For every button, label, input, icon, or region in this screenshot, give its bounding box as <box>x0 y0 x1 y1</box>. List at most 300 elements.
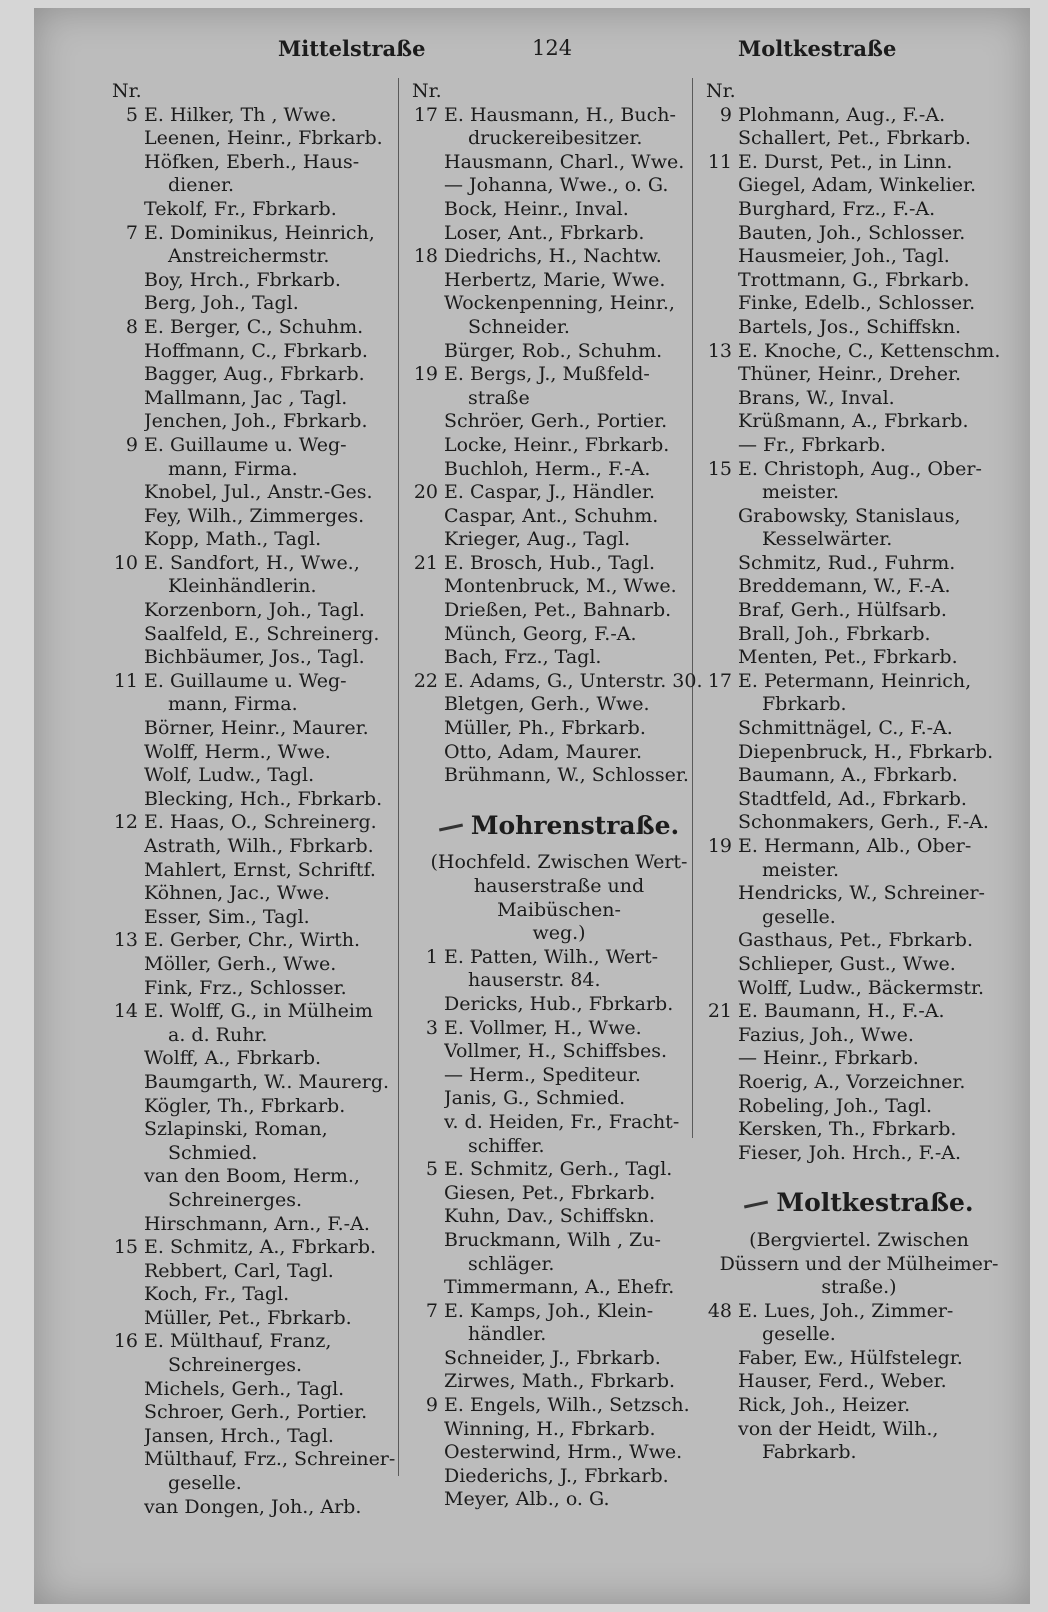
resident-text: Kleinhändlerin. <box>168 575 317 598</box>
house-number: 3 <box>425 1016 438 1039</box>
directory-entry <box>106 1000 424 1024</box>
house-number <box>700 505 738 529</box>
directory-entry <box>106 646 424 670</box>
resident-text: Oesterwind, Hrm., Wwe. <box>444 1441 683 1464</box>
house-number <box>406 1205 444 1229</box>
resident-text: Burghard, Frz., F.-A. <box>738 197 936 220</box>
house-number <box>700 882 738 906</box>
directory-entry <box>106 1165 424 1189</box>
resident-text: Rick, Joh., Heizer. <box>738 1394 911 1417</box>
note-line: hauserstraße und Maibüschen- <box>473 875 645 921</box>
directory-entry <box>106 245 424 269</box>
house-number <box>406 1229 444 1253</box>
directory-entry <box>106 764 424 788</box>
house-number <box>700 245 738 269</box>
directory-entry <box>106 552 424 576</box>
resident-text: Schreinerges. <box>168 1188 303 1211</box>
resident-text: Trottmann, G., Fbrkarb. <box>738 268 970 291</box>
resident-text: Hoffmann, C., Fbrkarb. <box>144 339 368 362</box>
resident-text: Baumgarth, W.. Maurerg. <box>144 1070 390 1093</box>
directory-entry <box>406 1370 712 1394</box>
resident-text: E. Christoph, Aug., Ober- <box>738 457 982 480</box>
directory-entry <box>700 1118 1018 1142</box>
house-number <box>700 646 738 670</box>
directory-entry <box>700 929 1018 953</box>
directory-entry <box>406 1276 712 1300</box>
directory-entry <box>406 481 712 505</box>
resident-text: Giegel, Adam, Winkelier. <box>738 174 977 197</box>
directory-entry <box>700 505 1018 529</box>
house-number: 12 <box>113 811 138 834</box>
directory-entry <box>700 623 1018 647</box>
house-number <box>700 788 738 812</box>
resident-text: E. Knoche, C., Kettenschm. <box>738 339 1001 362</box>
resident-text: Roerig, A., Vorzeichner. <box>738 1070 966 1093</box>
resident-text: Szlapinski, Roman, <box>144 1118 328 1141</box>
directory-entry <box>106 1496 424 1520</box>
entry-list <box>700 104 1018 1166</box>
directory-entry <box>700 1370 1018 1394</box>
directory-entry <box>406 222 712 246</box>
directory-entry <box>106 1425 424 1449</box>
directory-entry <box>406 1300 712 1324</box>
house-number <box>406 292 444 316</box>
resident-text: Schmitz, Rud., Fuhrm. <box>738 551 956 574</box>
directory-entry <box>106 104 424 128</box>
house-number <box>406 316 444 340</box>
resident-text: Wockenpenning, Heinr., <box>444 292 675 315</box>
house-number <box>406 741 444 765</box>
directory-entry <box>106 1213 424 1237</box>
directory-entry <box>406 528 712 552</box>
resident-text: E. Berger, C., Schuhm. <box>144 315 364 338</box>
resident-text: Müller, Pet., Fbrkarb. <box>144 1306 352 1329</box>
resident-text: E. Schmitz, Gerh., Tagl. <box>444 1158 673 1181</box>
house-number <box>700 552 738 576</box>
directory-entry <box>106 151 424 175</box>
directory-entry <box>700 1347 1018 1371</box>
directory-entry <box>406 1064 712 1088</box>
resident-text: Janis, G., Schmied. <box>444 1087 626 1110</box>
resident-text: Saalfeld, E., Schreinerg. <box>144 622 380 645</box>
directory-entry <box>700 693 1018 717</box>
resident-text: Meyer, Alb., o. G. <box>444 1488 610 1511</box>
directory-entry <box>700 174 1018 198</box>
resident-text: Hausmeier, Joh., Tagl. <box>738 245 950 268</box>
directory-entry <box>406 969 712 993</box>
resident-text: Schroer, Gerh., Portier. <box>144 1401 368 1424</box>
directory-entry <box>106 1472 424 1496</box>
directory-entry <box>700 1071 1018 1095</box>
house-number <box>700 198 738 222</box>
house-number <box>106 1378 144 1402</box>
resident-text: Robeling, Joh., Tagl. <box>738 1094 932 1117</box>
resident-text: E. Guillaume u. Weg- <box>144 433 347 456</box>
house-number <box>700 811 738 835</box>
directory-entry <box>106 269 424 293</box>
directory-entry <box>700 1323 1018 1347</box>
house-number <box>106 127 144 151</box>
directory-entry <box>700 1300 1018 1324</box>
resident-text: Bach, Frz., Tagl. <box>444 646 602 669</box>
directory-entry <box>106 174 424 198</box>
directory-entry <box>106 410 424 434</box>
resident-text: Bletgen, Gerh., Wwe. <box>444 693 650 716</box>
directory-entry <box>700 906 1018 930</box>
directory-entry <box>406 717 712 741</box>
section-note <box>700 1229 1018 1300</box>
house-number <box>700 1095 738 1119</box>
resident-text: Hausmann, Charl., Wwe. <box>444 150 685 173</box>
resident-text: druckereibesitzer. <box>468 127 643 150</box>
directory-entry <box>700 387 1018 411</box>
resident-text: Montenbruck, M., Wwe. <box>444 575 677 598</box>
section-dash <box>439 823 463 831</box>
directory-entry <box>700 835 1018 859</box>
resident-text: E. Adams, G., Unterstr. 30. <box>444 669 703 692</box>
resident-text: Kopp, Math., Tagl. <box>144 528 322 551</box>
column-3 <box>700 80 1018 1465</box>
directory-entry <box>700 104 1018 128</box>
resident-text: Diepenbruck, H., Fbrkarb. <box>738 740 994 763</box>
directory-entry <box>406 104 712 128</box>
directory-entry <box>106 481 424 505</box>
directory-entry <box>700 127 1018 151</box>
resident-text: Zirwes, Math., Fbrkarb. <box>444 1370 676 1393</box>
resident-text: Faber, Ew., Hülfstelegr. <box>738 1346 963 1369</box>
directory-entry <box>406 1158 712 1182</box>
resident-text: Tekolf, Fr., Fbrkarb. <box>144 197 337 220</box>
house-number <box>406 1087 444 1111</box>
house-number <box>106 1213 144 1237</box>
resident-text: Höfken, Eberh., Haus- <box>144 150 360 173</box>
directory-entry <box>406 1418 712 1442</box>
house-number: 11 <box>707 150 732 173</box>
house-number: 1 <box>425 945 438 968</box>
house-number <box>700 292 738 316</box>
house-number <box>406 127 444 151</box>
directory-entry <box>106 1118 424 1142</box>
house-number <box>106 505 144 529</box>
resident-text: Hauser, Ferd., Weber. <box>738 1370 947 1393</box>
house-number: 5 <box>125 103 138 126</box>
note-line: (Bergviertel. Zwischen <box>749 1228 969 1251</box>
house-number <box>406 528 444 552</box>
house-number <box>406 1441 444 1465</box>
resident-text: Astrath, Wilh., Fbrkarb. <box>144 835 374 857</box>
resident-text: a. d. Ruhr. <box>168 1023 268 1046</box>
house-number <box>106 458 144 482</box>
house-number <box>106 481 144 505</box>
house-number <box>406 575 444 599</box>
house-number <box>106 1496 144 1520</box>
house-number <box>106 764 144 788</box>
directory-entry <box>406 646 712 670</box>
directory-entry <box>700 481 1018 505</box>
resident-text: Schmittnägel, C., F.-A. <box>738 717 953 740</box>
note-line: straße.) <box>821 1276 897 1299</box>
resident-text: Fazius, Joh., Wwe. <box>738 1023 914 1046</box>
directory-entry <box>406 1205 712 1229</box>
directory-entry <box>406 693 712 717</box>
directory-entry <box>700 528 1018 552</box>
directory-entry <box>106 882 424 906</box>
resident-text: Kersken, Th., Fbrkarb. <box>738 1118 957 1141</box>
resident-text: Fieser, Joh. Hrch., F.-A. <box>738 1141 962 1164</box>
column-2 <box>406 80 712 1512</box>
resident-text: E. Baumann, H., F.-A. <box>738 1000 945 1023</box>
directory-entry <box>406 1040 712 1064</box>
house-number: 15 <box>113 1236 138 1259</box>
section-title-mohrenstrasse <box>406 810 712 840</box>
house-number <box>406 1182 444 1206</box>
house-number: 21 <box>413 551 438 574</box>
resident-text: Kesselwärter. <box>762 528 893 551</box>
entry-list <box>106 104 424 1520</box>
house-number <box>700 1323 738 1347</box>
directory-entry <box>700 1142 1018 1166</box>
resident-text: Drießen, Pet., Bahnarb. <box>444 599 672 622</box>
house-number <box>700 1370 738 1394</box>
resident-text: Fabrkarb. <box>762 1441 857 1464</box>
page-number: 124 <box>532 36 573 60</box>
house-number <box>406 198 444 222</box>
resident-text: van den Boom, Herm., <box>144 1165 360 1188</box>
resident-text: E. Petermann, Heinrich, <box>738 669 972 692</box>
directory-entry <box>106 788 424 812</box>
resident-text: Boy, Hrch., Fbrkarb. <box>144 268 341 291</box>
directory-entry <box>106 387 424 411</box>
directory-entry <box>406 174 712 198</box>
house-number <box>106 174 144 198</box>
house-number <box>106 788 144 812</box>
directory-entry <box>700 764 1018 788</box>
house-number <box>700 528 738 552</box>
directory-entry <box>700 646 1018 670</box>
resident-text: Anstreichermstr. <box>168 245 330 268</box>
house-number: 7 <box>425 1299 438 1322</box>
resident-text: Leenen, Heinr., Fbrkarb. <box>144 127 383 150</box>
house-number <box>700 599 738 623</box>
house-number <box>406 174 444 198</box>
directory-page <box>34 8 1030 1604</box>
house-number <box>700 316 738 340</box>
directory-entry <box>106 717 424 741</box>
directory-entry <box>700 151 1018 175</box>
directory-entry <box>406 1253 712 1277</box>
directory-entry <box>106 835 424 859</box>
column-1 <box>106 80 424 1519</box>
resident-text: Fink, Frz., Schlosser. <box>144 976 347 999</box>
directory-entry <box>106 458 424 482</box>
directory-entry <box>406 363 712 387</box>
directory-entry <box>406 1441 712 1465</box>
resident-text: E. Caspar, J., Händler. <box>444 481 656 504</box>
directory-entry <box>106 340 424 364</box>
directory-entry <box>700 1095 1018 1119</box>
directory-entry <box>106 1448 424 1472</box>
house-number: 5 <box>425 1158 438 1181</box>
directory-entry <box>700 882 1018 906</box>
house-number <box>106 1071 144 1095</box>
resident-text: geselle. <box>168 1472 242 1495</box>
house-number <box>406 1370 444 1394</box>
house-number <box>406 623 444 647</box>
house-number: 9 <box>719 103 732 126</box>
directory-entry <box>106 906 424 930</box>
directory-entry <box>406 458 712 482</box>
house-number: 18 <box>413 245 438 268</box>
resident-text: Herbertz, Marie, Wwe. <box>444 268 666 291</box>
house-number <box>106 882 144 906</box>
directory-entry <box>106 1071 424 1095</box>
directory-entry <box>700 292 1018 316</box>
resident-text: Bock, Heinr., Inval. <box>444 197 629 220</box>
resident-text: Möller, Gerh., Wwe. <box>144 952 337 975</box>
resident-text: Buchloh, Herm., F.-A. <box>444 457 651 480</box>
directory-entry <box>406 1323 712 1347</box>
house-number <box>106 292 144 316</box>
resident-text: E. Gerber, Chr., Wirth. <box>144 929 361 952</box>
house-number <box>106 859 144 883</box>
directory-entry <box>406 1182 712 1206</box>
house-number: 19 <box>413 363 438 386</box>
resident-text: Breddemann, W., F.-A. <box>738 575 951 598</box>
resident-text: von der Heidt, Wilh., <box>738 1417 939 1440</box>
directory-entry <box>700 599 1018 623</box>
directory-entry <box>700 340 1018 364</box>
section-note <box>406 851 712 945</box>
house-number <box>700 953 738 977</box>
directory-entry <box>106 363 424 387</box>
resident-text: E. Patten, Wilh., Wert- <box>444 945 659 968</box>
resident-text: Müller, Ph., Fbrkarb. <box>444 717 646 740</box>
resident-text: E. Sandfort, H., Wwe., <box>144 551 360 574</box>
directory-entry <box>406 993 712 1017</box>
directory-entry <box>406 198 712 222</box>
house-number <box>106 1448 144 1472</box>
resident-text: E. Mülthauf, Franz, <box>144 1330 332 1353</box>
house-number: 14 <box>113 1000 138 1023</box>
resident-text: Köhnen, Jac., Wwe. <box>144 882 330 905</box>
house-number <box>106 623 144 647</box>
house-number <box>406 458 444 482</box>
house-number <box>700 387 738 411</box>
house-number <box>406 387 444 411</box>
house-number <box>406 1040 444 1064</box>
directory-entry <box>406 505 712 529</box>
directory-entry <box>406 599 712 623</box>
resident-text: — Herm., Spediteur. <box>444 1063 641 1086</box>
house-number <box>406 222 444 246</box>
house-number <box>700 481 738 505</box>
house-number <box>700 1347 738 1371</box>
directory-entry <box>406 1488 712 1512</box>
house-number <box>106 741 144 765</box>
directory-entry <box>106 1283 424 1307</box>
house-number <box>406 1347 444 1371</box>
house-number: 22 <box>413 669 438 692</box>
resident-text: straße <box>468 386 530 409</box>
house-number <box>106 1283 144 1307</box>
resident-text: E. Hilker, Th , Wwe. <box>144 103 337 126</box>
house-number <box>106 906 144 930</box>
directory-entry <box>106 1142 424 1166</box>
house-number <box>700 1024 738 1048</box>
house-number <box>700 859 738 883</box>
resident-text: Fbrkarb. <box>762 693 847 716</box>
directory-entry <box>106 316 424 340</box>
house-number <box>106 977 144 1001</box>
header-street-right: Moltkestraße <box>738 36 897 61</box>
house-number <box>106 245 144 269</box>
resident-text: meister. <box>762 858 840 881</box>
resident-text: Hirschmann, Arn., F.-A. <box>144 1212 370 1235</box>
resident-text: Korzenborn, Joh., Tagl. <box>144 599 365 622</box>
section-title-moltkestrasse <box>700 1188 1018 1218</box>
resident-text: Mallmann, Jac , Tagl. <box>144 386 348 409</box>
resident-text: Jenchen, Joh., Fbrkarb. <box>144 410 368 433</box>
directory-entry <box>406 1347 712 1371</box>
house-number: 8 <box>125 315 138 338</box>
house-number <box>106 528 144 552</box>
resident-text: E. Vollmer, H., Wwe. <box>444 1016 642 1039</box>
house-number <box>406 1135 444 1159</box>
directory-entry <box>700 811 1018 835</box>
directory-entry <box>106 222 424 246</box>
house-number <box>700 1441 738 1465</box>
house-number <box>106 198 144 222</box>
directory-entry <box>700 363 1018 387</box>
resident-text: Kögler, Th., Fbrkarb. <box>144 1094 346 1117</box>
nr-label: Nr. <box>706 80 736 102</box>
resident-text: — Heinr., Fbrkarb. <box>738 1047 919 1070</box>
directory-entry <box>406 623 712 647</box>
directory-entry <box>700 953 1018 977</box>
house-number <box>106 363 144 387</box>
house-number <box>700 929 738 953</box>
house-number <box>700 1047 738 1071</box>
resident-text: Schonmakers, Gerh., F.-A. <box>738 811 989 834</box>
house-number <box>406 1465 444 1489</box>
directory-entry <box>106 929 424 953</box>
house-number <box>106 1047 144 1071</box>
resident-text: Schmied. <box>168 1141 258 1164</box>
resident-text: Mülthauf, Frz., Schreiner- <box>144 1448 396 1471</box>
directory-entry <box>700 741 1018 765</box>
house-number <box>106 1354 144 1378</box>
note-line: Düssern und der Mülheimer- <box>719 1252 999 1275</box>
header-street-left: Mittelstraße <box>278 36 426 61</box>
directory-entry <box>700 1441 1018 1465</box>
directory-entry <box>700 245 1018 269</box>
resident-text: Bürger, Rob., Schuhm. <box>444 339 663 362</box>
directory-entry <box>700 717 1018 741</box>
resident-text: Schröer, Gerh., Portier. <box>444 410 668 433</box>
house-number <box>700 717 738 741</box>
resident-text: geselle. <box>762 1323 836 1346</box>
house-number <box>106 1165 144 1189</box>
directory-entry <box>406 340 712 364</box>
house-number <box>700 269 738 293</box>
house-number <box>406 505 444 529</box>
house-number <box>406 993 444 1017</box>
directory-entry <box>406 764 712 788</box>
directory-entry <box>406 1087 712 1111</box>
directory-entry <box>700 458 1018 482</box>
note-line: (Hochfeld. Zwischen Wert- <box>430 851 688 874</box>
resident-text: mann, Firma. <box>168 693 298 716</box>
